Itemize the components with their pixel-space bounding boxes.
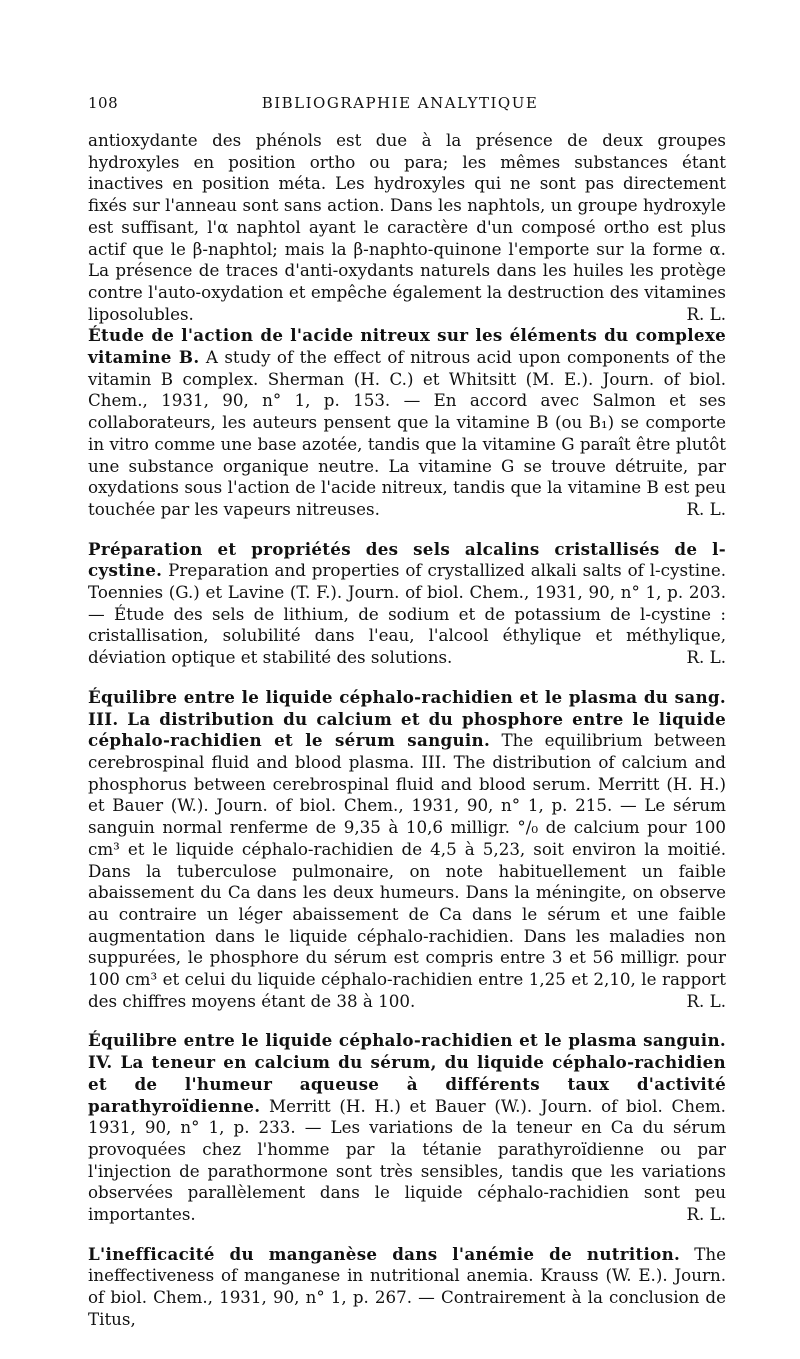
abstract-heading: Préparation et propriétés des sels alcalins cristallisés de l-cystine. <box>88 538 726 581</box>
abstract-text: A study of the effect of nitrous acid upon components of the vitamin B complex. Sherman (H. C.) et Whitsitt (M. E.). Journ. of biol. Chem., 1931, 90, n° 1, p. 153. — En accord avec Salmon et ses collaborateurs, les auteurs pensent que la vitamine B (ou B₁) se comporte in vitro comme une base azotée, tandis que la vitamine G paraît être plutôt une substance organique neutre. La vitamine G se trouve détruite, par oxydations sous l'action de l'acide nitreux, tandis que la vitamine B est peu touchée par les vapeurs nitreuses. <box>88 347 727 519</box>
abstract-signature: R. L. <box>686 990 726 1011</box>
page-number: 108 <box>88 94 119 112</box>
abstract-text: The equilibrium between cerebrospinal fluid and blood plasma. III. The distribution of calcium and phosphorus between cerebrospinal fluid and blood serum. Merritt (H. H.) et Bauer (W.). Journ. of biol. Chem., 1931, 90, n° 1, p. 215. — Le sérum sanguin normal renferme de 9,35 à 10,6 milligr. °/₀ de calcium pour 100 cm³ et le liquide céphalo-rachidien de 4,5 à 5,23, soit environ la moitié. Dans la tuberculose pulmonaire, on note habituellement un faible abaissement du Ca dans les deux humeurs. Dans la méningite, on observe au contraire un léger abaissement de Ca dans le sérum et une faible augmentation dans le liquide céphalo-rachidien. Dans les maladies non suppurées, le phosphore du sérum est compris entre 3 et 56 milligr. pour 100 cm³ et celui du liquide céphalo-rachidien entre 1,25 et 2,10, le rapport des chiffres moyens étant de 38 à 100. <box>88 730 727 1011</box>
continued-abstract <box>88 130 726 325</box>
abstract-signature: R. L. <box>686 303 726 324</box>
abstract-entry <box>88 325 726 520</box>
abstract-entry <box>88 687 726 1013</box>
abstract-text: Merritt (H. H.) et Bauer (W.). Journ. of biol. Chem. 1931, 90, n° 1, p. 233. — Les variations de la teneur en Ca du sérum provoquées chez l'homme par la tétanie parathyroïdienne ou par l'injection de parathormone sont très sensibles, tandis que les variations observées parallèlement dans le liquide céphalo-rachidien sont peu importantes. <box>88 1095 726 1225</box>
abstract-text: antioxydante des phénols est due à la présence de deux groupes hydroxyles en position ortho ou para; les mêmes substances étant inactives en position méta. Les hydroxyles qui ne sont pas directement fixés sur l'anneau sont sans action. Dans les naphtols, un groupe hydroxyle est suffisant, l'α naphtol ayant le caractère d'un composé ortho est plus actif que le β-naphtol; mais la β-naphto-quinone l'emporte sur la forme α. La présence de traces d'anti-oxydants naturels dans les huiles les protège contre l'auto-oxydation et empêche également la destruction des vitamines liposolubles. <box>88 130 726 324</box>
abstract-text: The ineffectiveness of manganese in nutritional anemia. Krauss (W. E.). Journ. of biol. Chem., 1931, 90, n° 1, p. 267. — Contrairement à la conclusion de Titus, <box>88 1243 726 1329</box>
abstract-text: Preparation and properties of crystallized alkali salts of l-cystine. Toennies (G.) et Lavine (T. F.). Journ. of biol. Chem., 1931, 90, n° 1, p. 203. — Étude des sels de lithium, de sodium et de potassium de l-cystine : cristallisation, solubilité dans l'eau, l'alcool éthylique et méthylique, déviation optique et stabilité des solutions. <box>88 560 726 668</box>
abstract-signature: R. L. <box>686 1204 726 1225</box>
abstract-heading: Équilibre entre le liquide céphalo-rachidien et le plasma du sang. III. La distribution du calcium et du phosphore entre le liquide céphalo-rachidien et le sérum sanguin. <box>88 686 726 751</box>
abstract-heading: Équilibre entre le liquide céphalo-rachidien et le plasma sanguin. IV. La teneur en calcium du sérum, du liquide céphalo-rachidien et de l'humeur aqueuse à différents taux d'activité parathyroïdienne. <box>88 1030 726 1116</box>
running-title: BIBLIOGRAPHIE ANALYTIQUE <box>261 94 539 112</box>
abstract-heading: L'inefficacité du manganèse dans l'anémie de nutrition. <box>88 1243 681 1264</box>
abstract-signature: R. L. <box>686 647 726 668</box>
abstract-entry <box>88 539 726 669</box>
page-body <box>88 130 726 1331</box>
abstract-entry <box>88 1244 726 1331</box>
abstract-heading: Étude de l'action de l'acide nitreux sur les éléments du complexe vitamine B. <box>88 325 726 368</box>
abstract-entry <box>88 1030 726 1225</box>
abstract-signature: R. L. <box>686 498 726 519</box>
running-header <box>88 94 712 120</box>
